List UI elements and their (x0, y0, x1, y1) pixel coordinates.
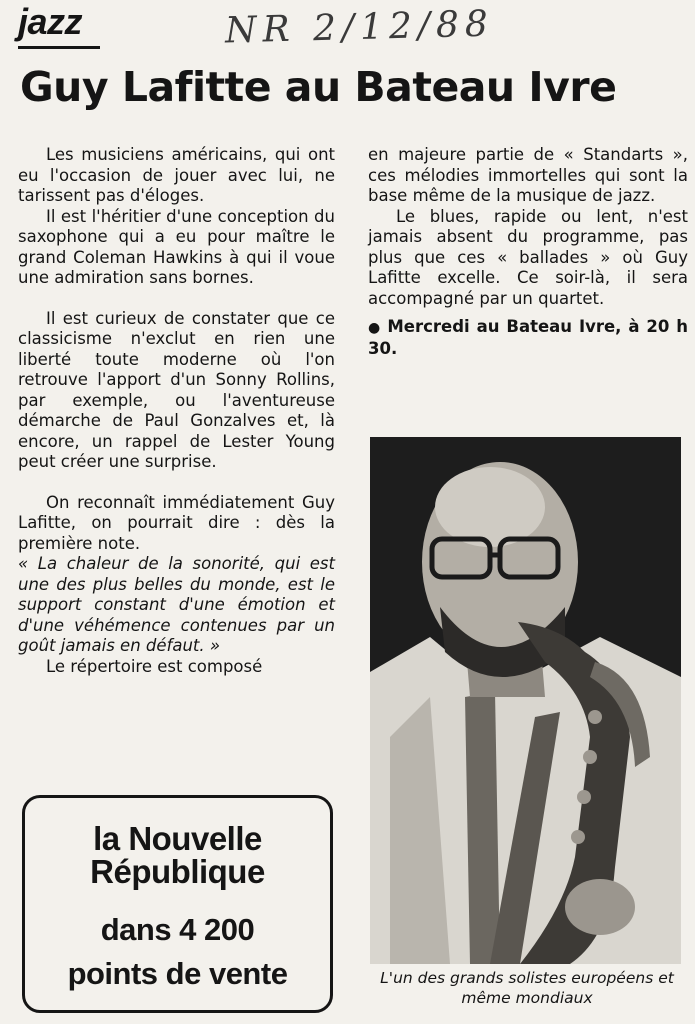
paragraph: Il est curieux de constater que ce classicisme n'exclut en rien une liberté toute moderne où l'on retrouve l'apport d'un Sonny Rollins, par exemple, ou l'aventureuse démarche de Paul Gonzalves et, là encore, un rappel de Lester Young peut créer une surprise. (18, 308, 335, 471)
paragraph: Le blues, rapide ou lent, n'est jamais absent du programme, pas plus que ces « ballades » où Guy Lafitte excelle. Ce soir-là, il sera accompagné par un quartet. (368, 206, 688, 308)
event-info-text: Mercredi au Bateau Ivre, à 20 h 30. (368, 317, 688, 358)
paragraph: On reconnaît immédiatement Guy Lafitte, on pourrait dire : dès la première note. (18, 492, 335, 553)
paragraph: en majeure partie de « Standarts », ces mélodies immortelles qui sont la base même de la musique de jazz. (368, 145, 688, 205)
quote-paragraph: « La chaleur de la sonorité, qui est une des plus belles du monde, est le support constant d'une émotion et d'une véhémence contenues par un goût jamais en défaut. » (18, 554, 335, 655)
ad-points-text: points de vente (67, 956, 288, 991)
ad-brand-line1: la Nouvelle (93, 820, 262, 857)
ad-count-text: dans 4 200 (100, 912, 255, 947)
article-column-left (18, 145, 335, 677)
paragraph: Il est l'héritier d'une conception du saxophone qui a eu pour maître le grand Coleman Hawkins à qui il voue une admiration sans bornes. (18, 206, 335, 287)
section-rubric: jazz (18, 1, 83, 42)
ad-brand-line2: République (90, 853, 265, 890)
ad-brand-logo (25, 822, 330, 888)
rubric-underline (18, 46, 100, 49)
musician-photo (370, 437, 681, 964)
saxophonist-illustration (370, 437, 681, 964)
article-headline: Guy Lafitte au Bateau Ivre (20, 63, 617, 111)
article-column-right (368, 145, 688, 359)
newspaper-advertisement (22, 795, 333, 1013)
handwritten-date-note: NR 2/12/88 (224, 3, 495, 52)
photo-caption: L'un des grands solistes européens et même mondiaux (380, 969, 674, 1007)
paragraph: Les musiciens américains, qui ont eu l'occasion de jouer avec lui, ne tarissent pas d'éloges. (18, 145, 335, 205)
event-info (368, 317, 688, 359)
paragraph: Le répertoire est composé (46, 656, 263, 676)
bullet-icon: ● (368, 320, 382, 336)
